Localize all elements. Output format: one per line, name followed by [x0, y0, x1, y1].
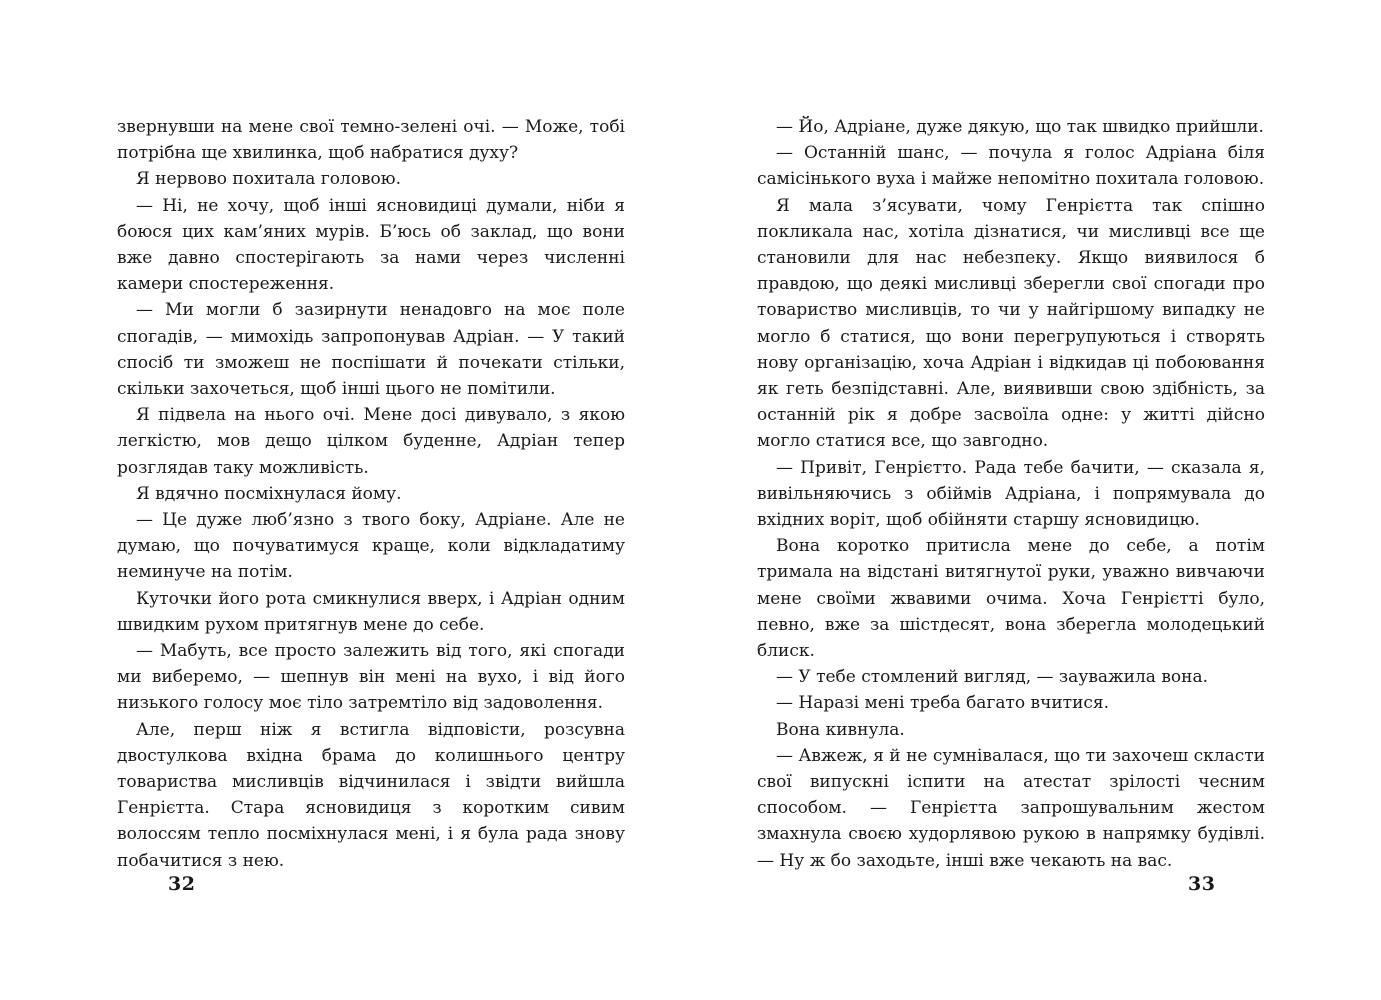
paragraph: — Привіт, Генрієтто. Рада тебе бачити, — сказала я, вивільняючись з обіймів Адріана, і попрямувала до вхідних воріт, щоб обійняти старшу ясновидицю. [757, 457, 1265, 531]
paragraph: Я нервово похитала головою. [136, 169, 401, 190]
paragraph: — Останній шанс, — почула я голос Адріана біля самісінького вуха і майже непомітно похитала головою. [757, 143, 1265, 190]
paragraph: звернувши на мене свої темно-зелені очі. — Може, тобі потрібна ще хвилинка, щоб набратися духу? [117, 117, 625, 164]
paragraph: — Ми могли б зазирнути ненадовго на моє поле спогадів, — мимохідь запропонував Адріан. — У такий спосіб ти зможеш не поспішати й почекати стільки, скільки захочеться, щоб інші цього не помітили. [117, 300, 625, 400]
page-number-right: 33 [1188, 873, 1216, 895]
page-number-left: 32 [168, 873, 196, 895]
right-page-text [757, 114, 1265, 874]
paragraph: — Йо, Адріане, дуже дякую, що так швидко прийшли. [776, 117, 1264, 137]
paragraph: Куточки його рота смикнулися вверх, і Адріан одним швидким рухом притягнув мене до себе. [117, 588, 625, 635]
paragraph: Вона коротко притисла мене до себе, а потім тримала на відстані витягнутої руки, уважно вивчаючи мене своїми жвавими очима. Хоча Генрієтті було, певно, вже за шістдесят, вона зберегла молодецький блиск. [757, 536, 1265, 662]
paragraph: Я мала з’ясувати, чому Генрієтта так спішно покликала нас, хотіла дізнатися, чи мисливці все ще становили для нас небезпеку. Якщо виявилося б правдою, що деякі мисливці зберегли свої спогади про товариство мисливців, то чи у найгіршому випадку не могло б статися, що вони перегрупуються і створять нову організацію, хоча Адріан і відкидав ці побоювання як геть безпідставні. Але, виявивши свою здібність, за останній рік я добре засвоїла одне: у житті дійсно могло статися все, що завгодно. [757, 195, 1265, 452]
paragraph: — У тебе стомлений вигляд, — зауважила вона. [776, 667, 1209, 688]
paragraph: Я вдячно посміхнулася йому. [136, 483, 402, 504]
left-page-text [117, 114, 625, 874]
paragraph: — Наразі мені треба багато вчитися. [776, 693, 1110, 714]
paragraph: — Мабуть, все просто залежить від того, які спогади ми виберемо, — шепнув він мені на вухо, і від його низького голосу моє тіло затремтіло від задоволення. [117, 641, 625, 714]
paragraph: — Це дуже люб’язно з твого боку, Адріане. Але не думаю, що почуватимуся краще, коли відкладатиму неминуче на потім. [117, 510, 625, 583]
paragraph: Вона кивнула. [776, 719, 905, 740]
paragraph: Але, перш ніж я встигла відповісти, розсувна двостулкова вхідна брама до колишнього центру товариства мисливців відчинилася і звідти вийшла Генрієтта. Стара ясновидиця з коротким сивим волоссям тепло посміхнулася мені, і я була рада знову побачитися з нею. [117, 719, 625, 871]
paragraph: — Авжеж, я й не сумнівалася, що ти захочеш скласти свої випускні іспити на атестат зрілості чесним способом. — Генрієтта запрошувальним жестом змахнула своєю худорлявою рукою в напрямку будівлі. — Ну ж бо заходьте, інші вже чекають на вас. [757, 745, 1265, 871]
paragraph: — Ні, не хочу, щоб інші ясновидиці думали, ніби я боюся цих кам’яних мурів. Б’юсь об заклад, що вони вже давно спостерігають за нами через численні камери спостереження. [117, 195, 625, 295]
paragraph: Я підвела на нього очі. Мене досі дивувало, з якою легкістю, мов дещо цілком буденне, Адріан тепер розглядав таку можливість. [117, 405, 625, 478]
